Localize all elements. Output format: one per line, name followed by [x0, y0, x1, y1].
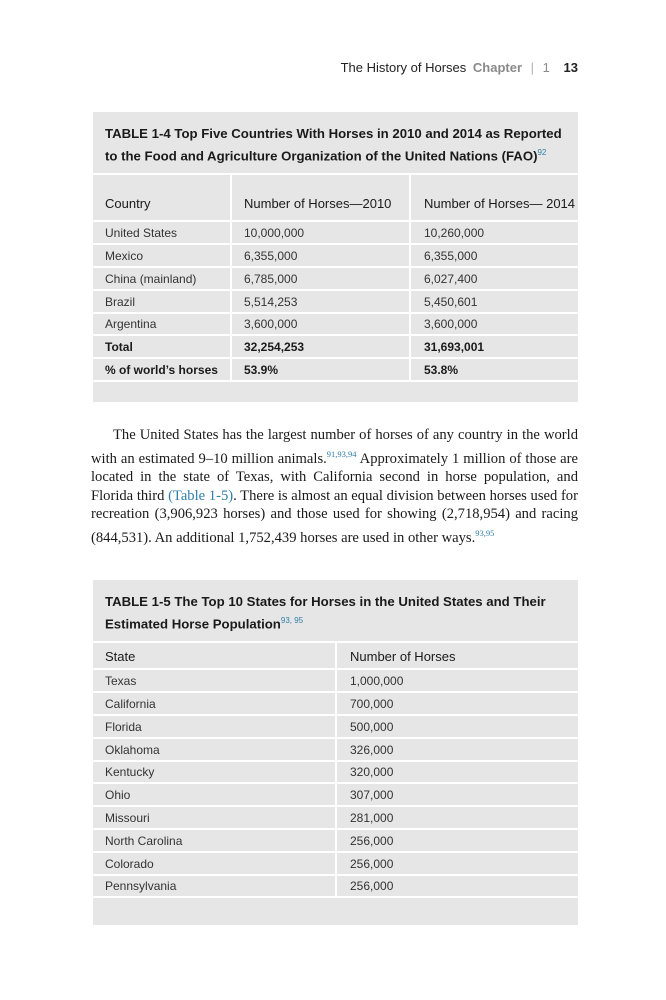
cell-state: Pennsylvania	[105, 879, 177, 894]
table-row	[93, 313, 578, 336]
cell-2010: 5,514,253	[231, 290, 410, 313]
table-row	[93, 806, 578, 829]
cell-2014: 5,450,601	[410, 290, 578, 313]
running-head-title: The History of Horses	[340, 60, 467, 75]
citation-link[interactable]: 93, 95	[280, 616, 304, 625]
page-number: 13	[563, 60, 578, 75]
table-row	[93, 669, 578, 692]
cell-state: Colorado	[105, 856, 154, 871]
cell-horses: 1,000,000	[336, 669, 578, 692]
running-head	[341, 60, 578, 75]
cell-percent-label: % of world’s horses	[105, 362, 218, 377]
table-row	[93, 715, 578, 738]
table-row	[93, 738, 578, 761]
table-row	[93, 852, 578, 875]
cell-state: Texas	[105, 674, 137, 689]
table-caption	[93, 580, 578, 633]
cell-horses: 326,000	[336, 738, 578, 761]
cell-percent-2010: 53.9%	[231, 358, 410, 381]
table-row	[93, 875, 578, 898]
cell-state: Ohio	[105, 788, 131, 803]
cell-horses: 700,000	[336, 692, 578, 715]
cell-country: United States	[105, 226, 178, 241]
cell-percent-2014: 53.8%	[410, 358, 578, 381]
table-label: TABLE 1-5	[105, 594, 171, 609]
table-row	[93, 290, 578, 313]
countries-table	[93, 175, 578, 382]
header-state: State	[105, 649, 136, 665]
cell-2014: 6,027,400	[410, 267, 578, 290]
table-row	[93, 829, 578, 852]
cell-2010: 10,000,000	[231, 221, 410, 244]
citation-link[interactable]: 93,95	[475, 527, 495, 538]
paragraph-text: . There is almost an equal division between horses used for recreation (3,906,923 horses) and those used for showing (2,718,954) and racing (844,531). An additional 1,752,439 horses are used in other ways.	[91, 487, 578, 546]
cell-2010: 6,355,000	[231, 244, 410, 267]
body-paragraph	[91, 426, 578, 547]
table-cross-reference-link[interactable]: (Table 1-5)	[168, 487, 234, 504]
cell-horses: 256,000	[336, 852, 578, 875]
cell-horses: 320,000	[336, 761, 578, 784]
citation-link[interactable]: 91,93,94	[326, 448, 357, 459]
cell-total-label: Total	[105, 340, 133, 355]
cell-state: Kentucky	[105, 765, 155, 780]
table-row	[93, 244, 578, 267]
paragraph-text: Approximately 1 million of those are located in the state of Texas, with California second in horse population, and Florida third	[91, 450, 578, 504]
cell-horses: 256,000	[336, 829, 578, 852]
total-row	[93, 335, 578, 358]
cell-horses: 500,000	[336, 715, 578, 738]
cell-total-2010: 32,254,253	[231, 335, 410, 358]
table-caption	[93, 112, 578, 165]
cell-country: Mexico	[105, 248, 144, 263]
cell-state: North Carolina	[105, 833, 183, 848]
header-number-of-horses: Number of Horses	[336, 643, 578, 669]
running-head-separator: |	[530, 60, 535, 75]
header-country: Country	[105, 196, 151, 212]
table-label: TABLE 1-4	[105, 126, 171, 141]
cell-state: Missouri	[105, 810, 150, 825]
cell-country: Argentina	[105, 317, 157, 332]
running-head-chapter-number: 1	[542, 60, 550, 75]
cell-state: California	[105, 696, 156, 711]
table-row	[93, 761, 578, 784]
table-row	[93, 267, 578, 290]
cell-2010: 3,600,000	[231, 313, 410, 336]
table-caption-text: Top Five Countries With Horses in 2010 and 2014 as Reported to the Food and Agriculture Organization of the United Nations (FAO)	[105, 126, 562, 164]
cell-country: China (mainland)	[105, 271, 197, 286]
states-table	[93, 643, 578, 898]
cell-2014: 6,355,000	[410, 244, 578, 267]
cell-state: Florida	[105, 719, 142, 734]
header-horses-2014: Number of Horses— 2014	[410, 175, 578, 221]
table-row	[93, 692, 578, 715]
cell-horses: 307,000	[336, 783, 578, 806]
table-header-row	[93, 643, 578, 669]
cell-total-2014: 31,693,001	[410, 335, 578, 358]
cell-2014: 10,260,000	[410, 221, 578, 244]
cell-horses: 281,000	[336, 806, 578, 829]
percent-row	[93, 358, 578, 381]
paragraph-text: The United States has the largest number of horses of any country in the world with an estimated 9–10 million animals.	[91, 427, 578, 467]
table-1-5	[93, 580, 578, 925]
cell-2014: 3,600,000	[410, 313, 578, 336]
table-caption-text: The Top 10 States for Horses in the United States and Their Estimated Horse Population	[105, 594, 546, 632]
table-1-4	[93, 112, 578, 402]
running-head-chapter-label: Chapter	[472, 60, 523, 75]
table-row	[93, 221, 578, 244]
cell-horses: 256,000	[336, 875, 578, 898]
table-row	[93, 783, 578, 806]
header-horses-2010: Number of Horses—2010	[231, 175, 410, 221]
citation-link[interactable]: 92	[537, 148, 547, 157]
cell-state: Oklahoma	[105, 742, 160, 757]
cell-country: Brazil	[105, 294, 136, 309]
cell-2010: 6,785,000	[231, 267, 410, 290]
table-header-row	[93, 175, 578, 221]
